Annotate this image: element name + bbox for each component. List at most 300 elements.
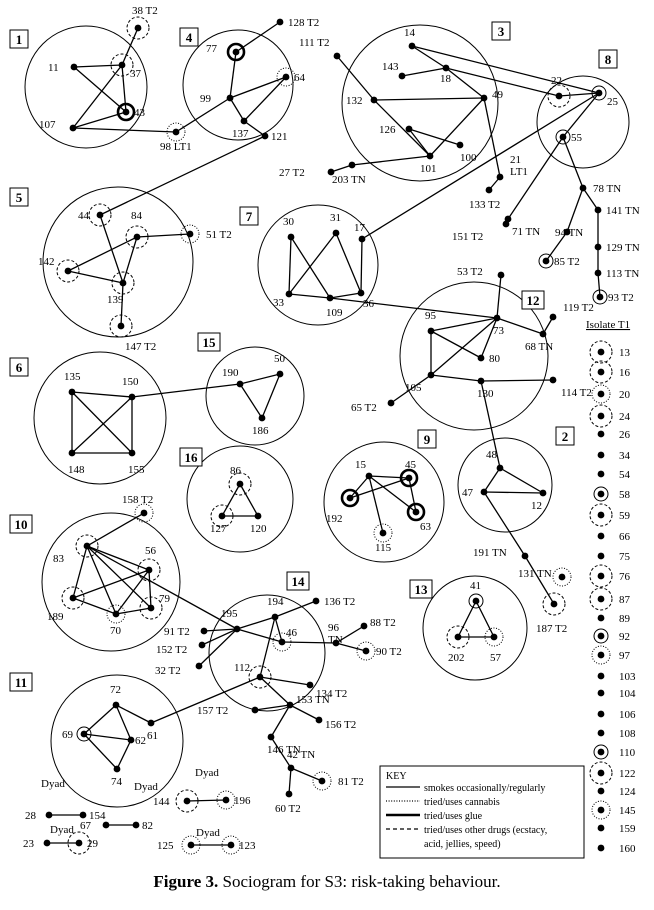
node-dot (234, 626, 241, 633)
node-label: 105 (405, 382, 422, 394)
node-dot (327, 295, 334, 302)
node-label: 24 (619, 411, 630, 423)
node (366, 473, 373, 480)
edge (275, 617, 282, 642)
node-dot (481, 95, 488, 102)
edge (289, 233, 336, 294)
node (598, 673, 605, 680)
edge (73, 546, 87, 598)
node-label: 70 (110, 625, 121, 637)
node-dot (349, 162, 356, 169)
node-label: 148 (68, 464, 85, 476)
node-label: 134 T2 (316, 688, 348, 700)
node-label: 194 (267, 596, 284, 608)
node (255, 513, 262, 520)
node-label: 18 (440, 73, 451, 85)
node (399, 73, 406, 80)
cluster-number: 9 (423, 432, 431, 447)
node (594, 745, 608, 759)
node-label: 131 TN (518, 568, 552, 580)
legend-label: tried/uses glue (424, 811, 483, 822)
node-dot (598, 431, 605, 438)
node-dot (494, 315, 501, 322)
node (550, 314, 557, 321)
node-label: 51 T2 (206, 229, 232, 241)
node-dot (287, 702, 294, 709)
node (598, 825, 605, 832)
node-dot (455, 634, 462, 641)
node (80, 812, 87, 819)
node (135, 504, 153, 522)
node-dot (262, 133, 269, 140)
node-dot (428, 328, 435, 335)
node-label: 14 (404, 27, 415, 39)
edge (330, 298, 497, 318)
node-label: 150 (122, 376, 139, 388)
node-label: 110 (619, 747, 636, 759)
node-dot (595, 207, 602, 214)
node (114, 766, 121, 773)
node (234, 626, 241, 633)
node-dot (114, 766, 121, 773)
edge (117, 740, 131, 769)
node-label: TN (328, 634, 343, 646)
node-label: 203 TN (332, 174, 366, 186)
node (196, 663, 203, 670)
node-label: 92 (619, 631, 630, 643)
node-label: 187 T2 (536, 623, 568, 635)
edge (240, 484, 258, 516)
node-dot (313, 598, 320, 605)
node-dot (505, 216, 512, 223)
node-dot (123, 109, 130, 116)
node (592, 385, 610, 403)
edge (291, 768, 322, 781)
edge (73, 128, 176, 132)
node-label: 38 T2 (132, 5, 158, 17)
node (497, 174, 504, 181)
node-label: 76 (619, 571, 630, 583)
node (497, 465, 504, 472)
node-label: 43 (134, 107, 145, 119)
node (590, 405, 612, 427)
node-label: 191 TN (473, 547, 507, 559)
node-dot (497, 174, 504, 181)
node (313, 598, 320, 605)
node-dot (228, 842, 235, 849)
node (44, 840, 51, 847)
node-label: 101 (420, 163, 437, 175)
edge (289, 294, 330, 298)
edge (508, 137, 563, 219)
node (262, 133, 269, 140)
node (550, 377, 557, 384)
edge (116, 705, 151, 723)
edge (431, 318, 497, 375)
node-label: 42 TN (287, 749, 316, 761)
node (598, 431, 605, 438)
node-label: 154 (89, 810, 106, 822)
edge (116, 705, 131, 740)
node-label: 62 (135, 735, 146, 747)
node-dot (119, 62, 126, 69)
node-dot (46, 812, 53, 819)
node-dot (128, 737, 135, 744)
node-label: 137 (232, 128, 249, 140)
edge (290, 705, 319, 720)
node (46, 812, 53, 819)
node-dot (598, 788, 605, 795)
node-label: 12 (531, 500, 542, 512)
node-dot (84, 543, 91, 550)
node-label: 83 (53, 553, 64, 565)
node-dot (498, 272, 505, 279)
node-dot (319, 778, 326, 785)
node-label: 108 (619, 728, 636, 740)
node-label: 68 TN (525, 341, 554, 353)
node-dot (71, 64, 78, 71)
edge (230, 98, 244, 121)
node-dot (366, 473, 373, 480)
edge (563, 93, 599, 137)
edge (431, 375, 481, 381)
edge (222, 484, 240, 516)
node-label: 57 (490, 652, 501, 664)
node-dot (380, 530, 387, 537)
node-dot (598, 491, 605, 498)
node (408, 504, 424, 520)
node-label: 189 (47, 611, 64, 623)
node-label: 80 (489, 353, 500, 365)
node (443, 65, 450, 72)
node (334, 53, 341, 60)
edge (255, 705, 290, 710)
edge (73, 65, 122, 128)
node-label: 82 (142, 820, 153, 832)
node-label: 33 (273, 297, 284, 309)
node (598, 553, 605, 560)
node-label: 104 (619, 688, 636, 700)
node (494, 315, 501, 322)
node-dot (478, 355, 485, 362)
edge (122, 28, 138, 65)
node-dot (580, 185, 587, 192)
node (498, 272, 505, 279)
node-dot (598, 596, 605, 603)
edges (47, 22, 600, 845)
node (71, 64, 78, 71)
node (540, 490, 547, 497)
node-label: 94 TN (555, 227, 584, 239)
node (128, 737, 135, 744)
node (540, 331, 547, 338)
node-dot (595, 270, 602, 277)
node (288, 234, 295, 241)
cluster-circle (458, 438, 552, 532)
node-label: 129 TN (606, 242, 640, 254)
node (590, 588, 612, 610)
node-label: 145 (619, 805, 636, 817)
node-label: 123 (239, 840, 256, 852)
node-label: 63 (420, 521, 431, 533)
node (357, 642, 375, 660)
node-label: 97 (619, 650, 630, 662)
node (478, 378, 485, 385)
node (592, 646, 610, 664)
node-label: 16 (619, 367, 630, 379)
node (598, 471, 605, 478)
node-dot (598, 749, 605, 756)
node-label: 151 T2 (452, 231, 484, 243)
node-label: 48 (486, 449, 497, 461)
node-dot (81, 731, 88, 738)
edge (149, 570, 151, 608)
node (286, 291, 293, 298)
legend-key (380, 766, 584, 858)
node-dot (522, 553, 529, 560)
node-dot (173, 129, 180, 136)
node-label: 13 (619, 347, 630, 359)
node-dot (457, 142, 464, 149)
node (556, 130, 570, 144)
node-dot (118, 323, 125, 330)
node (288, 765, 295, 772)
node-label: 17 (354, 222, 365, 234)
node (374, 524, 392, 542)
node-dot (148, 605, 155, 612)
node (598, 711, 605, 718)
node (371, 97, 378, 104)
node-dot (358, 290, 365, 297)
node-label: 41 (470, 580, 481, 592)
edge (361, 239, 362, 293)
node-dot (259, 415, 266, 422)
edge (187, 800, 226, 801)
edge (431, 318, 497, 331)
node-label: 15 (355, 459, 366, 471)
node (129, 450, 136, 457)
node-dot (550, 314, 557, 321)
node (349, 162, 356, 169)
node-label: 156 T2 (325, 719, 357, 731)
cluster-number: 8 (604, 52, 612, 67)
legend-label: tried/uses other drugs (ecstacy, (424, 825, 548, 836)
node (598, 730, 605, 737)
node-label: 29 (87, 838, 98, 850)
node-dot (272, 614, 279, 621)
node (598, 788, 605, 795)
node (70, 125, 77, 132)
node-dot (550, 377, 557, 384)
node-dot (427, 153, 434, 160)
node-label: 159 (619, 823, 636, 835)
node (522, 553, 529, 560)
cluster-number: 1 (15, 32, 23, 47)
node-label: 195 (221, 608, 238, 620)
node-dot (560, 134, 567, 141)
cluster-number: 7 (245, 209, 253, 224)
node-dot (347, 495, 354, 502)
edge (262, 374, 280, 418)
node-label: 135 (64, 371, 81, 383)
dyad-label: Dyad (195, 767, 219, 779)
node (598, 615, 605, 622)
node-label: 49 (492, 89, 503, 101)
node (107, 605, 125, 623)
cluster-number-boxes (10, 22, 617, 691)
node (486, 187, 493, 194)
node-dot (598, 652, 605, 659)
node (553, 568, 571, 586)
node-label: 142 (38, 256, 55, 268)
node (268, 734, 275, 741)
node (148, 720, 155, 727)
node (592, 801, 610, 819)
edge (87, 546, 151, 608)
node-dot (491, 634, 498, 641)
node-label: 23 (23, 838, 34, 850)
edge (497, 275, 501, 318)
node-label: 121 (271, 131, 288, 143)
node-label: 90 T2 (376, 646, 402, 658)
node-label: 93 T2 (608, 292, 634, 304)
node-label: 54 (619, 469, 630, 481)
edge (84, 705, 116, 734)
edge (481, 318, 497, 358)
node-label: 45 (405, 459, 416, 471)
node-dot (129, 394, 136, 401)
node-label: 67 (80, 820, 91, 832)
node-dot (113, 702, 120, 709)
node (598, 452, 605, 459)
edge (500, 468, 543, 493)
node-label: 78 TN (593, 183, 622, 195)
node-label: 50 (274, 353, 285, 365)
node-label: 25 (607, 96, 618, 108)
node (69, 389, 76, 396)
node-dot (361, 623, 368, 630)
edge (289, 237, 291, 294)
node-label: 71 TN (512, 226, 541, 238)
node-label: 72 (110, 684, 121, 696)
node (428, 372, 435, 379)
node-dot (134, 234, 141, 241)
node-dot (598, 807, 605, 814)
edge (362, 93, 599, 239)
node-label: 153 TN (296, 694, 330, 706)
node-dot (598, 845, 605, 852)
node-dot (406, 126, 413, 133)
node-label: 77 (206, 43, 217, 55)
node-dot (277, 371, 284, 378)
node-label: 88 T2 (370, 617, 396, 629)
node (201, 628, 208, 635)
node-label: 65 T2 (351, 402, 377, 414)
node-dot (598, 512, 605, 519)
node-dot (598, 533, 605, 540)
cluster-number: 3 (497, 24, 505, 39)
node-dot (597, 294, 604, 301)
node (481, 489, 488, 496)
node (359, 236, 366, 243)
node-dot (233, 49, 240, 56)
edge (68, 271, 123, 283)
node-dot (363, 648, 370, 655)
node-label: 155 (128, 464, 145, 476)
node (358, 290, 365, 297)
node-dot (316, 717, 323, 724)
dyad-label: Dyad (50, 824, 74, 836)
edge (430, 98, 484, 156)
edge (525, 556, 554, 604)
node-dot (241, 118, 248, 125)
node-label: 144 (153, 796, 170, 808)
node-label: 143 (382, 61, 399, 73)
node-dot (598, 452, 605, 459)
node (272, 614, 279, 621)
node-dot (486, 187, 493, 194)
node-dot (252, 707, 259, 714)
node (590, 504, 612, 526)
node (594, 487, 608, 501)
node-label: 60 T2 (275, 803, 301, 815)
node-dot (598, 690, 605, 697)
node-label: LT1 (510, 166, 528, 178)
node (129, 394, 136, 401)
node (307, 682, 314, 689)
node (478, 355, 485, 362)
node-label: 75 (619, 551, 630, 563)
node-label: 26 (619, 429, 630, 441)
node-label: 47 (462, 487, 473, 499)
node (361, 623, 368, 630)
node-dot (70, 125, 77, 132)
node-label: 146 TN (267, 744, 301, 756)
node (543, 593, 565, 615)
node-dot (70, 595, 77, 602)
node-label: 192 (326, 513, 343, 525)
node-dot (113, 611, 120, 618)
node-dot (497, 465, 504, 472)
node (580, 185, 587, 192)
node (590, 341, 612, 363)
node-dot (286, 791, 293, 798)
edge (369, 476, 409, 478)
node-dot (598, 391, 605, 398)
node-label: 59 (619, 510, 630, 522)
node-label: 31 (330, 212, 341, 224)
node-label: 86 (230, 465, 241, 477)
edge (484, 468, 500, 492)
node-dot (551, 601, 558, 608)
node-dot (288, 234, 295, 241)
edge (240, 374, 280, 384)
node-dot (65, 268, 72, 275)
node-label: 69 (62, 729, 73, 741)
node-label: 58 (619, 489, 630, 501)
node-label: 139 (107, 294, 124, 306)
node-dot (223, 797, 230, 804)
node-dot (406, 475, 413, 482)
node-dot (148, 720, 155, 727)
node-label: 160 (619, 843, 636, 855)
edge (563, 137, 583, 188)
node (113, 702, 120, 709)
node-label: 125 (157, 840, 174, 852)
node-dot (428, 372, 435, 379)
node-dot (598, 471, 605, 478)
node-label: 124 (619, 786, 636, 798)
